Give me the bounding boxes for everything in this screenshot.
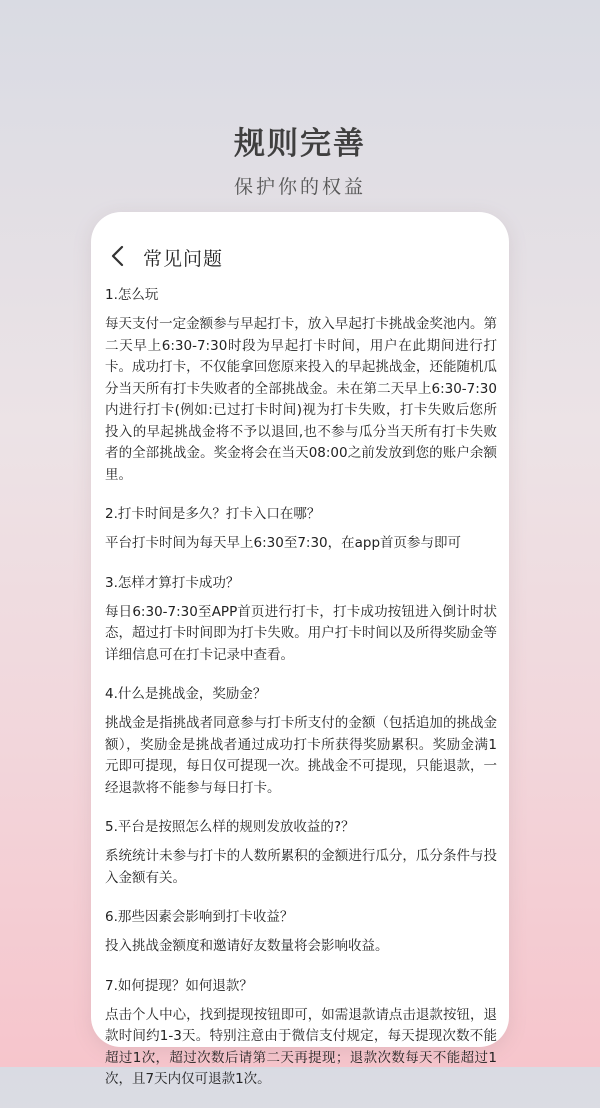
faq-answer: 平台打卡时间为每天早上6:30至7:30，在app首页参与即可 [105,535,462,551]
faq-question: 5.平台是按照怎么样的规则发放收益的?？ [105,819,355,835]
faq-question: 4.什么是挑战金，奖励金？ [105,686,267,702]
faq-answer: 挑战金是指挑战者同意参与打卡所支付的金额（包括追加的挑战金额），奖励金是挑战者通过成功打卡所获得奖励累积。奖励金满1元即可提现，每日仅可提现一次。挑战金不可提现，只能退款，一经退款将不能参与每日打卡。 [105,715,497,796]
faq-item [105,683,497,799]
back-button[interactable] [108,243,130,269]
phone-frame [91,212,509,1087]
faq-question: 3.怎样才算打卡成功？ [105,574,240,591]
faq-item [105,572,497,667]
faq-answer: 每天支付一定金额参与早起打卡，放入早起打卡挑战金奖池内。第二天早上6:30-7:30时段为早起打卡时间，用户在此期间进行打卡。成功打卡，不仅能拿回您原来投入的早起挑战金，还能随机瓜分当天所有打卡失败者的全部挑战金。未在第二天早上6:30-7:30内进行打卡(例如:已过打卡时间)视为打卡失败，打卡失败后您所投入的早起挑战金将不予以退回,也不参与瓜分当天所有打卡失败者的全部挑战金。奖金将会在当天08:00之前发放到您的账户余额里。 [105,316,497,483]
faq-item [105,906,497,958]
faq-item [105,503,497,555]
faq-answer: 点击个人中心，找到提现按钮即可，如需退款请点击退款按钮，退款时间约1-3天。特别注意由于微信支付规定，每天提现次数不能超过1次，超过次数后请第二天再提现；退款次数每天不能超过1次，且7天内仅可退款1次。 [105,1006,497,1087]
faq-answer: 投入挑战金额度和邀请好友数量将会影响收益。 [105,938,389,954]
faq-question: 2.打卡时间是多久？打卡入口在哪？ [105,506,321,522]
chevron-left-icon [108,243,130,269]
faq-answer: 每日6:30-7:30至APP首页进行打卡，打卡成功按钮进入倒计时状态，超过打卡时间即为打卡失败。用户打卡时间以及所得奖励金等详细信息可在打卡记录中查看。 [105,603,497,663]
page-title: 常见问题 [143,248,224,270]
faq-question: 1.怎么玩 [105,287,159,303]
hero-subtitle: 保护你的权益 [233,176,366,198]
faq-question: 7.如何提现？如何退款？ [105,977,253,994]
faq-list [105,284,497,1108]
hero-title: 规则完善 [234,126,366,162]
faq-answer: 系统统计未参与打卡的人数所累积的金额进行瓜分，瓜分条件与投入金额有关。 [105,848,497,886]
faq-item [105,975,497,1091]
nav-bar [91,240,509,274]
faq-item [105,816,497,889]
faq-item [105,284,497,486]
faq-question: 6.那些因素会影响到打卡收益？ [105,909,294,925]
